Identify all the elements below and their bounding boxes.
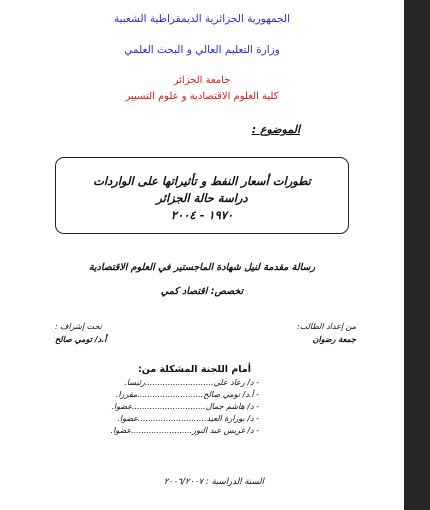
committee-heading: أمام اللجنة المشكلة من: [137, 364, 251, 375]
committee-member [124, 378, 259, 387]
member-role: عضوا. [111, 402, 132, 411]
member-role: رئيسا. [124, 378, 145, 387]
republic-line: الجمهورية الجزائرية الديمقراطية الشعبية [113, 13, 291, 25]
title-box [55, 157, 349, 234]
university-line: جامعة الجزائر [173, 75, 231, 86]
specialization-line: تخصص: اقتصاد كمي [160, 286, 244, 297]
member-role: عضوا. [110, 426, 132, 435]
ministry-line: وزارة التعليم العالي و البحث العلمي [124, 44, 280, 56]
member-name: - د/ رعاد علي [213, 378, 259, 387]
subject-label: الموضوع : [251, 123, 300, 136]
supervisor-label: تحت إشراف : [55, 322, 102, 331]
member-name: - أ.د/ تومي صالح [203, 390, 259, 399]
viewer-scrollbar[interactable] [404, 0, 430, 510]
member-dots: ............................. [131, 402, 206, 411]
member-name: - د/ هاشم جمال [205, 402, 259, 411]
thesis-purpose-line: رسالة مقدمة لنيل شهادة الماجستير في العلوم الاقتصادية [88, 262, 316, 273]
member-dots: .......................... [137, 390, 204, 399]
thesis-title-line2: دراسة حالة الجزائر [156, 191, 248, 205]
committee-member [116, 390, 259, 399]
supervisor-name: أ.د/ تومي صالح [55, 335, 107, 344]
member-role: مقررا. [115, 390, 138, 399]
member-name: - د/ بوزارة العيد [206, 414, 259, 423]
committee-member [117, 414, 259, 423]
prepared-by-label: من إعداد الطالب: [296, 322, 356, 331]
member-dots: ........................... [137, 414, 207, 423]
member-dots: ........................... [144, 378, 214, 387]
thesis-title-years: ١٩٧٠ - ٢٠٠٤ [170, 208, 234, 222]
committee-member [111, 426, 259, 435]
member-dots: ........................ [131, 426, 193, 435]
committee-member [111, 402, 259, 411]
member-role: عضوا. [117, 414, 138, 423]
thesis-title-line1: تطورات أسعار النفط و تأثيراتها على الواردات [93, 174, 311, 188]
student-name: جمعة رضوان [312, 335, 356, 344]
member-name: - د/ غريس عبد النور [192, 426, 259, 435]
academic-year: السنة الدراسية : ٢٠٠٦/٢٠٠٧ [163, 477, 264, 487]
faculty-line: كلية العلوم الاقتصادية و علوم التسيير [125, 91, 279, 102]
